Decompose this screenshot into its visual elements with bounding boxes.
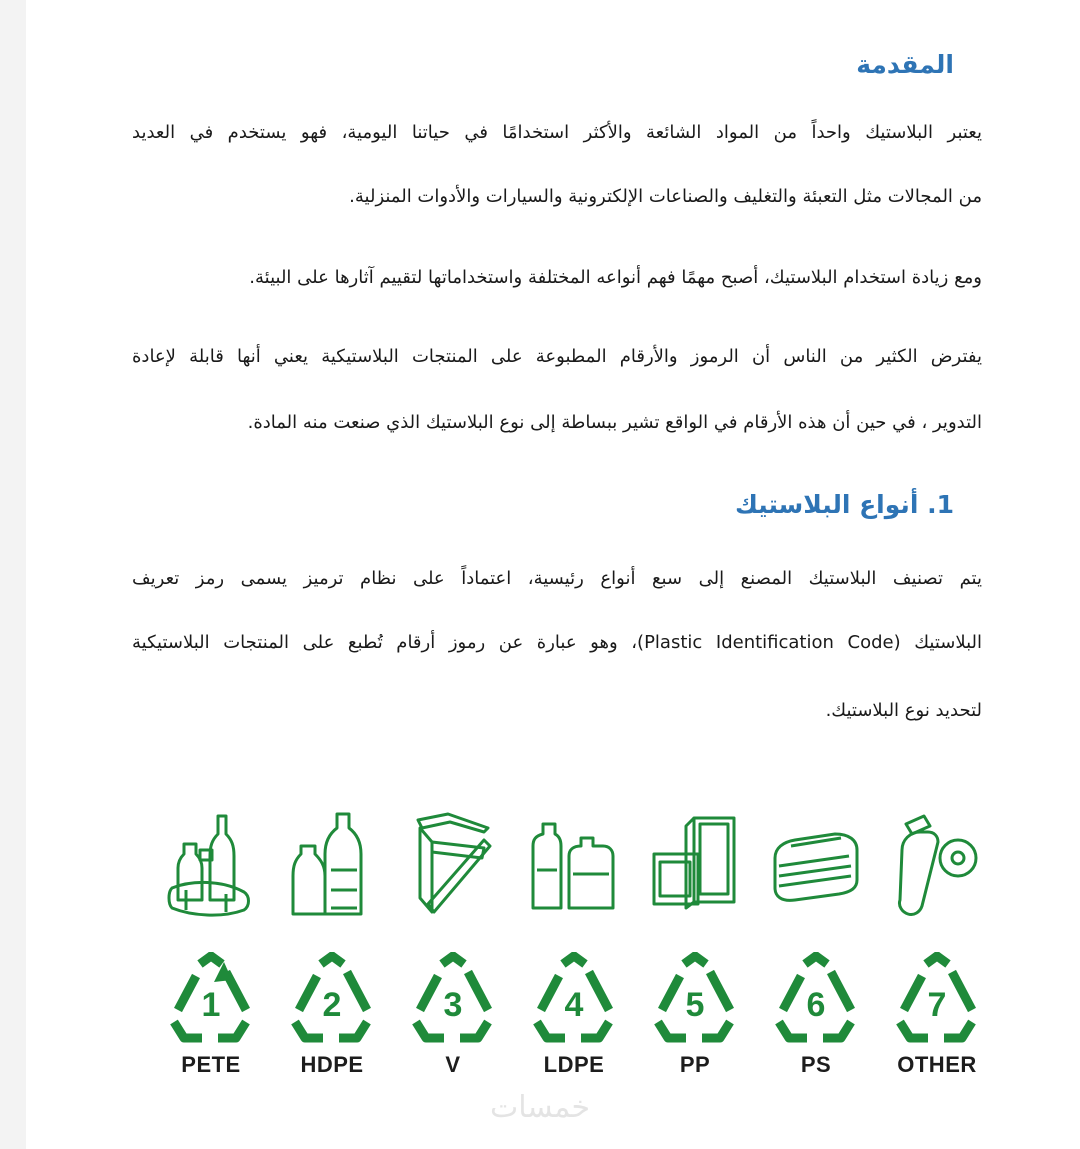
jugs-icon — [287, 810, 377, 920]
recycle-triangle-icon — [892, 952, 982, 1044]
recycling-code-2 — [273, 810, 391, 1100]
recycling-code-4 — [515, 810, 633, 1100]
recycle-triangle-icon — [650, 952, 740, 1044]
svg-text:6: 6 — [806, 986, 826, 1024]
svg-text:3: 3 — [443, 986, 463, 1024]
bottles-icon — [166, 810, 256, 920]
paragraph-line: يعتبر البلاستيك واحداً من المواد الشائعة والأكثر استخدامًا في حياتنا اليومية، فهو يستخدم في العديد — [132, 122, 982, 143]
svg-text:1: 1 — [201, 986, 221, 1024]
recycle-triangle-icon — [529, 952, 619, 1044]
code-label: OTHER — [897, 1052, 977, 1077]
recycling-code-7 — [878, 810, 996, 1100]
wrap-film-icon — [408, 810, 498, 920]
page-title: المقدمة — [856, 50, 954, 79]
recycling-code-6 — [757, 810, 875, 1100]
paragraph-line: التدوير ، في حين أن هذه الأرقام في الواقع تشير ببساطة إلى نوع البلاستيك الذي صنعت منه المادة. — [247, 412, 982, 433]
watermark: خمسات — [489, 1090, 591, 1125]
code-label: HDPE — [300, 1052, 364, 1077]
code-label: PS — [800, 1052, 832, 1077]
svg-text:7: 7 — [927, 986, 947, 1024]
paragraph-line: لتحديد نوع البلاستيك. — [825, 700, 982, 721]
recycling-code-1 — [152, 810, 270, 1100]
code-label: PETE — [181, 1052, 241, 1077]
spray-can-icon — [892, 810, 982, 920]
containers-icon — [529, 810, 619, 920]
code-label: PP — [679, 1052, 711, 1077]
svg-text:2: 2 — [322, 986, 342, 1024]
code-label: V — [445, 1052, 461, 1077]
recycling-code-5 — [636, 810, 754, 1100]
appliances-icon — [650, 810, 740, 920]
recycling-code-3 — [394, 810, 512, 1100]
paragraph-line: ومع زيادة استخدام البلاستيك، أصبح مهمًا فهم أنواعه المختلفة واستخداماتها لتقييم آثارها على البيئة. — [249, 267, 982, 288]
recycle-triangle-icon — [771, 952, 861, 1044]
paragraph-line: البلاستيك (Plastic Identification Code)، وهو عبارة عن رموز أرقام تُطبع على المنتجات البلاستيكية — [132, 632, 982, 653]
paragraph-line: من المجالات مثل التعبئة والتغليف والصناعات الإلكترونية والسيارات والأدوات المنزلية. — [349, 186, 982, 207]
food-trays-icon — [771, 810, 861, 920]
svg-text:4: 4 — [564, 986, 584, 1024]
paragraph-line: يفترض الكثير من الناس أن الرموز والأرقام المطبوعة على المنتجات البلاستيكية يعني أنها قابلة لإعادة — [132, 346, 982, 367]
recycle-triangle-icon — [166, 952, 256, 1044]
recycle-triangle-icon — [408, 952, 498, 1044]
recycling-codes-figure — [152, 810, 997, 1100]
code-label: LDPE — [543, 1052, 605, 1077]
document-page — [26, 0, 1080, 1149]
recycle-triangle-icon — [287, 952, 377, 1044]
paragraph-line: يتم تصنيف البلاستيك المصنع إلى سبع أنواع رئيسية، اعتماداً على نظام ترميز يسمى رمز تعريف — [132, 568, 982, 589]
svg-text:5: 5 — [685, 986, 705, 1024]
section-title: 1. أنواع البلاستيك — [734, 490, 954, 519]
